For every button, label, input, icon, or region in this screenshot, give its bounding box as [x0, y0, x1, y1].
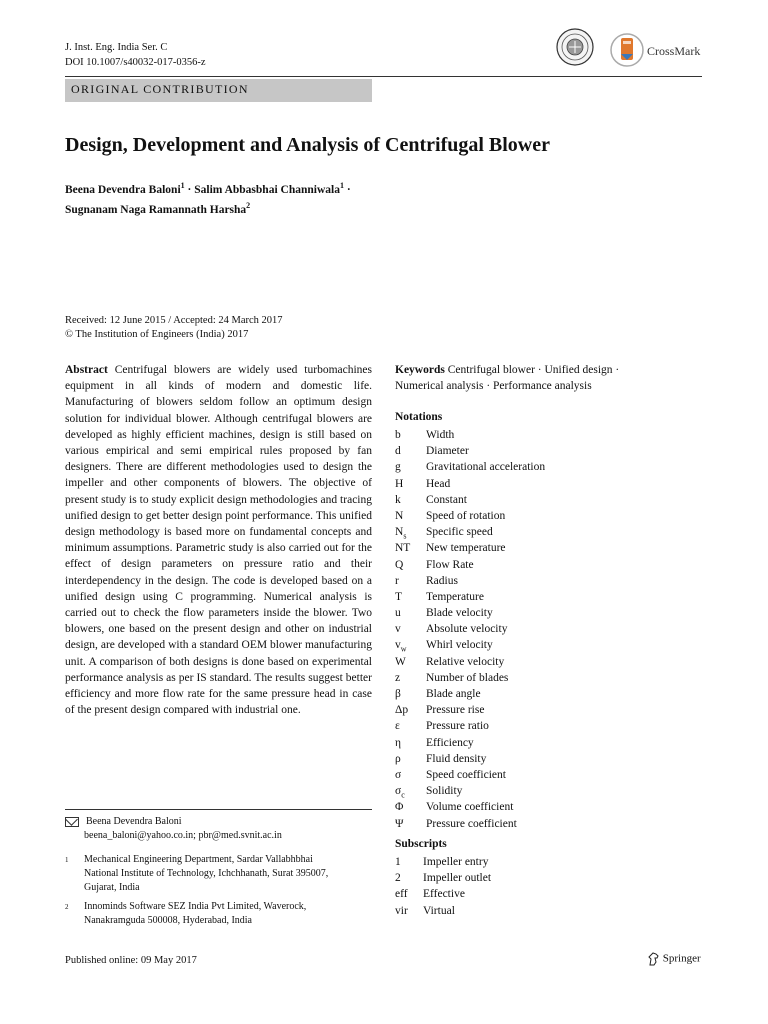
notation-row — [395, 686, 545, 702]
author-line-2 — [65, 198, 351, 218]
notation-symbol-base: g — [395, 461, 401, 474]
notation-description: Constant — [426, 493, 467, 506]
author-list — [65, 178, 351, 218]
notation-symbol-base: W — [395, 655, 406, 668]
notation-symbol-subscript: s — [403, 531, 407, 541]
notation-row — [395, 540, 545, 556]
keywords-line-1: Centrifugal blower · Unified design · — [447, 364, 620, 376]
notation-description: Number of blades — [426, 671, 509, 684]
notation-symbol — [395, 686, 426, 702]
corresponding-author — [65, 815, 282, 843]
subscript-description: Impeller entry — [423, 856, 489, 868]
corresponding-name: Beena Devendra Baloni — [86, 816, 182, 827]
affiliation-2 — [65, 900, 306, 928]
notation-symbol-base: NT — [395, 542, 411, 555]
notation-row — [395, 735, 545, 751]
notation-symbol-base: β — [395, 688, 401, 700]
notation-symbol — [395, 751, 426, 767]
notation-symbol — [395, 621, 426, 637]
subscript-row — [395, 886, 491, 902]
author-2[interactable]: · Salim Abbasbhai Channiwala — [184, 183, 340, 196]
notation-symbol-base: Ψ — [395, 817, 404, 830]
affiliation-2-line-2: Nanakramguda 500008, Hyderabad, India — [84, 915, 252, 926]
notation-symbol-base: σ — [395, 785, 402, 798]
doi[interactable]: DOI 10.1007/s40032-017-0356-z — [65, 57, 206, 68]
notation-description: Gravitational acceleration — [426, 461, 546, 474]
notation-description: Whirl velocity — [426, 639, 493, 652]
notation-symbol — [395, 573, 426, 589]
notation-symbol-base: Q — [395, 558, 404, 571]
notation-symbol — [395, 767, 426, 783]
notation-symbol-base: ρ — [395, 752, 401, 765]
notation-row — [395, 492, 545, 508]
notation-description: Efficiency — [426, 736, 474, 749]
crossmark-label[interactable]: CrossMark — [647, 44, 701, 58]
notation-symbol — [395, 735, 426, 751]
notation-description: Width — [426, 429, 455, 441]
notation-row — [395, 476, 545, 492]
notation-symbol — [395, 670, 426, 686]
affiliation-1-line-2: National Institute of Technology, Ichchhanath, Surat 395007, — [84, 868, 329, 879]
crossmark-icon[interactable] — [610, 32, 644, 68]
notation-row — [395, 443, 545, 459]
notation-row — [395, 816, 545, 832]
notation-row — [395, 637, 545, 653]
subscript-description: Virtual — [423, 904, 455, 917]
notation-row — [395, 573, 545, 589]
affiliation-1-line-3: Gujarat, India — [84, 882, 140, 893]
notation-description: Relative velocity — [426, 655, 505, 668]
notation-description: Absolute velocity — [426, 623, 508, 636]
subscript-symbol: eff — [395, 888, 408, 901]
notation-symbol — [395, 508, 426, 524]
notation-description: Speed of rotation — [426, 509, 506, 522]
notation-description: Fluid density — [426, 752, 487, 765]
notation-row — [395, 427, 545, 443]
notation-symbol-base: r — [395, 574, 399, 587]
notation-description: Flow Rate — [426, 558, 474, 571]
subscript-row — [395, 870, 491, 886]
notation-symbol-base: η — [395, 736, 402, 749]
keywords-label: Keywords — [395, 364, 445, 376]
abstract — [65, 362, 372, 718]
notation-description: Specific speed — [426, 526, 493, 539]
notation-symbol-base: d — [395, 445, 401, 458]
notation-symbol-base: b — [395, 429, 401, 441]
author-1-affiliation: 1 — [180, 181, 185, 190]
header-rule — [65, 76, 702, 77]
notation-description: Blade angle — [426, 688, 481, 700]
notation-row — [395, 718, 545, 734]
notation-symbol — [395, 492, 426, 508]
abstract-label: Abstract — [65, 364, 108, 376]
notation-description: Temperature — [426, 590, 484, 603]
notation-symbol-base: z — [395, 671, 401, 684]
institution-seal-logo — [556, 28, 594, 66]
notation-symbol — [395, 476, 426, 492]
notation-symbol-base: k — [395, 493, 401, 506]
notation-row — [395, 524, 545, 540]
notation-description: Volume coefficient — [426, 801, 514, 814]
notation-symbol — [395, 427, 426, 443]
notation-symbol-base: u — [395, 607, 401, 620]
notation-row — [395, 783, 545, 799]
notation-symbol-base: N — [395, 526, 404, 539]
notation-row — [395, 654, 545, 670]
notation-row — [395, 670, 545, 686]
notation-row — [395, 702, 545, 718]
notation-description: Radius — [426, 574, 458, 587]
subscripts-heading: Subscripts — [395, 838, 447, 850]
affiliation-1-line-1: Mechanical Engineering Department, Sardar Vallabhbhai — [84, 854, 313, 865]
notations-list — [395, 427, 545, 832]
notation-symbol-base: ε — [395, 720, 400, 733]
notation-row — [395, 508, 545, 524]
notation-symbol — [395, 605, 426, 621]
notation-symbol — [395, 589, 426, 605]
notation-symbol-base: v — [395, 623, 401, 636]
keywords-line-2: Numerical analysis · Performance analysis — [395, 380, 592, 393]
notation-symbol-subscript: c — [401, 790, 405, 800]
affiliation-1-number: 1 — [65, 856, 69, 864]
notation-row — [395, 557, 545, 573]
notation-symbol — [395, 816, 426, 832]
author-line-1 — [65, 178, 351, 198]
keywords — [395, 362, 665, 394]
notation-symbol-base: Φ — [395, 801, 404, 814]
notation-symbol-base: N — [395, 509, 404, 522]
springer-horse-icon — [648, 952, 660, 966]
article-type-banner — [65, 79, 372, 102]
published-date: Published online: 09 May 2017 — [65, 955, 197, 966]
affiliation-1 — [65, 853, 328, 895]
notation-symbol — [395, 443, 426, 459]
notation-symbol-base: T — [395, 590, 403, 603]
notation-row — [395, 799, 545, 815]
notation-description: Pressure coefficient — [426, 817, 517, 830]
notation-symbol-base: Δp — [395, 704, 409, 717]
subscript-description: Effective — [423, 888, 465, 901]
author-2-affiliation: 1 — [339, 181, 344, 190]
notations-heading: Notations — [395, 411, 443, 423]
notation-symbol-base: σ — [395, 768, 402, 781]
subscript-symbol: vir — [395, 904, 408, 917]
notation-symbol — [395, 718, 426, 734]
publisher — [648, 952, 701, 966]
notation-symbol — [395, 702, 426, 718]
notation-symbol — [395, 540, 426, 556]
abstract-text: Centrifugal blowers are widely used turbomachines equipment in all kinds of modern and domestic life. Manufacturing of blowers seldom follow an optimum design solution for individual blower. Although centrifugal blowers are developed as highly efficient machines, design is still based on various empirical and semi empirical rules proposed by fan designers. There are different methodologies used to design the impeller and other components of blowers. The objective of present study is to study explicit design methodologies and tracing unified design to get better design point performance. This unified design methodology is based more on fundamental concepts and minimum assumptions. Parametric study is also carried out for the effect of design parameters on pressure ratio and their interdependency in the design. The code is developed based on a unified design using C programming. Numerical analysis is carried out to check the flow parameters inside the blower. Two blowers, one based on the present design and other on industrial design, are developed with a standard OEM blower manufacturing unit. A comparison of both designs is done based on experimental performance analysis as per IS standard. The results suggest better efficiency and more flow rate for the same pressure head in case of the present design compared with industrial one. — [65, 364, 373, 717]
notation-row — [395, 459, 545, 475]
author-separator: · — [343, 183, 351, 196]
notation-description: Pressure ratio — [426, 720, 489, 733]
notation-symbol — [395, 799, 426, 815]
notation-symbol — [395, 557, 426, 573]
notation-row — [395, 751, 545, 767]
author-1[interactable]: Beena Devendra Baloni — [65, 183, 181, 196]
affiliation-2-line-1: Innominds Software SEZ India Pvt Limited, Waverock, — [84, 901, 307, 912]
subscript-symbol: 2 — [395, 872, 401, 885]
notation-description: Head — [426, 477, 451, 490]
subscripts-list — [395, 854, 491, 919]
notation-description: Solidity — [426, 785, 463, 798]
notation-description: New temperature — [426, 542, 506, 555]
article-type-label: ORIGINAL CONTRIBUTION — [71, 82, 249, 96]
notation-symbol-subscript: w — [400, 644, 407, 654]
publisher-name: Springer — [662, 952, 701, 965]
footnote-rule — [65, 809, 372, 810]
notation-row — [395, 605, 545, 621]
subscript-description: Impeller outlet — [423, 872, 492, 885]
notation-symbol-base: v — [395, 639, 401, 652]
corresponding-emails[interactable]: beena_baloni@yahoo.co.in; pbr@med.svnit.ac.in — [84, 830, 282, 841]
received-dates: Received: 12 June 2015 / Accepted: 24 March 2017 — [65, 315, 283, 326]
envelope-icon — [65, 817, 79, 827]
notation-description: Blade velocity — [426, 607, 493, 620]
notation-row — [395, 589, 545, 605]
dates-block — [65, 314, 283, 342]
notation-description: Diameter — [426, 445, 469, 458]
notation-row — [395, 621, 545, 637]
author-3-affiliation: 2 — [246, 200, 251, 210]
author-3[interactable]: Sugnanam Naga Ramannath Harsha — [65, 203, 247, 216]
notation-description: Speed coefficient — [426, 768, 506, 781]
notation-row — [395, 767, 545, 783]
notation-symbol — [395, 654, 426, 670]
paper-title: Design, Development and Analysis of Centrifugal Blower — [65, 134, 550, 156]
notation-symbol-base: H — [395, 477, 404, 490]
affiliation-2-number: 2 — [65, 903, 69, 911]
subscript-row — [395, 854, 491, 870]
subscript-row — [395, 903, 491, 919]
journal-name: J. Inst. Eng. India Ser. C — [65, 42, 168, 53]
notation-description: Pressure rise — [426, 704, 485, 717]
copyright: © The Institution of Engineers (India) 2017 — [65, 329, 249, 340]
subscript-symbol: 1 — [395, 856, 401, 868]
journal-header — [65, 40, 206, 70]
notation-symbol — [395, 459, 426, 475]
